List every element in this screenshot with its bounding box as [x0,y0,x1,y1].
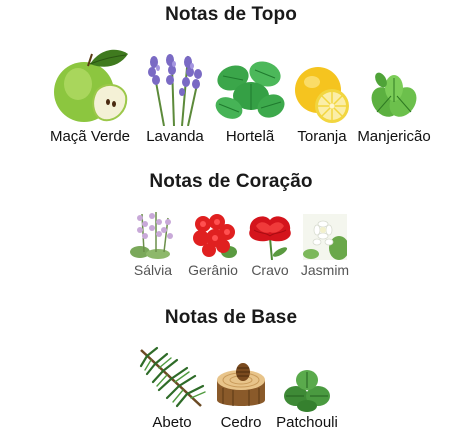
note-label: Maçã Verde [49,128,131,145]
note-item-geranium [182,212,244,278]
note-label: Cedro [220,414,262,431]
note-item-mint [214,56,286,145]
sage-icon [128,208,178,260]
carnation-icon [246,212,294,260]
note-label: Toranja [297,128,347,145]
note-label: Sálvia [133,262,173,278]
base-notes-heading: Notas de Base [164,307,298,328]
geranium-icon [189,212,237,260]
top-notes-heading: Notas de Topo [165,4,297,25]
note-label: Patchouli [276,414,338,431]
note-item-fir [136,344,208,431]
note-label: Cravo [251,262,289,278]
patchouli-icon [282,366,332,412]
note-label: Jasmim [300,262,350,278]
green-apple-icon [50,44,130,126]
note-item-carnation [244,212,296,278]
jasmine-icon [303,214,347,260]
note-item-patchouli [270,366,344,431]
mint-icon [215,56,285,126]
note-label: Manjericão [357,128,431,145]
note-label: Abeto [152,414,192,431]
basil-icon [367,72,421,126]
note-label: Gerânio [188,262,238,278]
grapefruit-icon [292,64,352,126]
note-item-basil [354,72,434,145]
note-label: Hortelã [225,128,275,145]
lavender-icon [142,52,208,126]
fir-icon [137,344,207,412]
note-item-sage [126,208,180,278]
note-label: Lavanda [146,128,204,145]
note-item-lavender [138,52,212,145]
note-item-green-apple [46,44,134,145]
cedar-icon [213,360,269,412]
heart-notes-heading: Notas de Coração [149,171,313,192]
note-item-jasmine [296,214,354,278]
note-item-grapefruit [290,64,354,145]
note-item-cedar [210,360,272,431]
